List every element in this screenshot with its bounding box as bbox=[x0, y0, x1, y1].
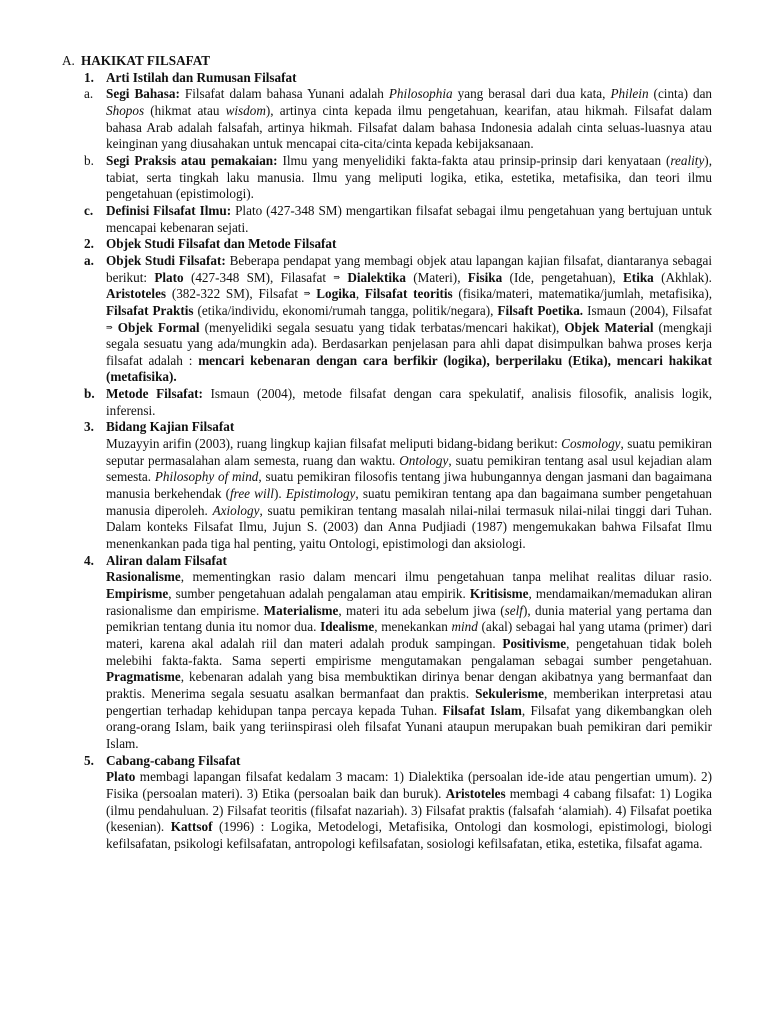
subsection-5-text: Plato membagi lapangan filsafat kedalam 3 macam: 1) Dialektika (persoalan ide-ide atau pengertian umum). 2) Fisika (persoalan materi). 3) Etika (persoalan baik dan buruk). Aristoteles membagi 4 cabang filsafat: 1) Logika (ilmu pendahuluan. 2) Filsafat teoritis (filsafat nazariah). 3) Filsafat praktis (falsafah ‘alamiah). 4) Filsafat poetika (kesenian). Kattsof (1996) : Logika, Metodelogi, Metafisika, Ontologi dan kosmologi, epistimologi, biologi kefilsafatan, psikologi kefilsafatan, antropologi kefilsafatan, sosiologi kefilsafatan, etika, estetika, filsafat agama. bbox=[106, 769, 713, 851]
arrow-symbol: ⇒ bbox=[333, 272, 341, 282]
item-2b-text: Metode Filsafat: Ismaun (2004), metode filsafat dengan cara spekulatif, analisis filosofik, analisis logik, inferensi. bbox=[106, 386, 712, 418]
item-2a bbox=[62, 253, 712, 386]
item-2b bbox=[62, 386, 712, 419]
subsection-4-number: 4. bbox=[84, 552, 94, 568]
item-1c bbox=[62, 203, 712, 236]
item-1a-label: a. bbox=[84, 86, 94, 102]
item-1b-text: Segi Praksis atau pemakaian: Ilmu yang menyelidiki fakta-fakta atau prinsip-prinsip dari kenyataan (reality), tabiat, serta tingkah laku manusia. Ilmu yang meliputi logika, etika, estetika, metafisika, dan teori ilmu pengetahuan (epistimologi). bbox=[106, 152, 712, 202]
subsection-1-number: 1. bbox=[84, 69, 94, 85]
subsection-2-title: Objek Studi Filsafat dan Metode Filsafat bbox=[106, 236, 337, 252]
subsection-3-number: 3. bbox=[84, 419, 94, 435]
section-title: HAKIKAT FILSAFAT bbox=[81, 53, 211, 68]
subsection-3-title: Bidang Kajian Filsafat bbox=[106, 419, 235, 435]
item-1a bbox=[62, 86, 712, 153]
item-2a-label: a. bbox=[84, 252, 94, 268]
item-1c-label: c. bbox=[84, 202, 94, 218]
item-1a-text: Segi Bahasa: Filsafat dalam bahasa Yunani adalah Philosophia yang berasal dari dua kata, Philein (cinta) dan Shopos (hikmat atau wisdom), artinya cinta kepada ilmu pengetahuan, kearifan, atau hikmah. Filsafat dalam bahasa Arab adalah falsafah, artinya hikmah. Filsafat dalam bahasa Indonesia adalah cinta seluas-luasnya atau keinginan yang diusahakan untuk mencapai cita-cita/cinta kepada kebijaksanaan. bbox=[106, 86, 713, 152]
subsection-1-title: Arti Istilah dan Rumusan Filsafat bbox=[106, 69, 297, 85]
item-2a-text: Objek Studi Filsafat: Beberapa pendapat yang membagi objek atau lapangan kajian filsafat, diantaranya sebagai berikut: Plato (427-348 SM), Filasafat ⇒ Dialektika (Materi), Fisika (Ide, pengetahuan), Etika (Akhlak). Aristoteles (382-322 SM), Filsafat ⇒ Logika, Filsafat teoritis (fisika/materi, matematika/jumlah, metafisika), Filsafat Praktis (etika/individu, ekonomi/rumah tangga, politik/negara), Filsaft Poetika. Ismaun (2004), Filsafat ⇒ Objek Formal (menyelidiki segala sesuatu yang tidak terbatas/mencari hakikat), Objek Material (mengkaji segala sesuatu yang ada/mungkin ada). Berdasarkan penjelasan para ahli dapat disimpulkan bahwa proses kerja filsafat adalah : mencari kebenaran dengan cara berfikir (logika), berperilaku (Etika), mencari hakikat (metafisika). bbox=[106, 252, 713, 385]
subsection-1-heading bbox=[62, 70, 712, 87]
item-1b-label: b. bbox=[84, 152, 94, 168]
item-1b bbox=[62, 153, 712, 203]
subsection-4-title: Aliran dalam Filsafat bbox=[106, 552, 227, 568]
item-1c-text: Definisi Filsafat Ilmu: Plato (427-348 SM) mengartikan filsafat sebagai ilmu pengetahuan yang bertujuan untuk mencapai kebenaran sejati. bbox=[106, 202, 712, 235]
subsection-5-title: Cabang-cabang Filsafat bbox=[106, 752, 241, 768]
arrow-symbol: ⇒ bbox=[303, 289, 311, 299]
subsection-2-number: 2. bbox=[84, 236, 94, 252]
subsection-2-heading bbox=[62, 236, 712, 253]
subsection-5-heading bbox=[62, 753, 712, 770]
subsection-3-heading bbox=[62, 419, 712, 436]
subsection-4-text: Rasionalisme, mementingkan rasio dalam mencari ilmu pengetahuan tanpa melihat realitas diluar rasio. Empirisme, sumber pengetahuan adalah pengalaman atau empirik. Kritisisme, mendamaikan/memadukan aliran rasionalisme dan empirisme. Materialisme, materi itu ada sebelum jiwa (self), dunia material yang pertama dan pemikrian tentang dunia itu nomor dua. Idealisme, menekankan mind (akal) sebagai hal yang utama (primer) dari materi, karena akal adalah riil dan materi adalah produk sampingan. Positivisme, pengetahuan tidak boleh melebihi fakta-fakta. Sama seperti empirisme mengutamakan pengalaman sebagai sumber pengetahuan. Pragmatisme, kebenaran adalah yang bisa membuktikan dirinya benar dengan akibatnya yang bermanfaat dan praktis. Menerima segala sesuatu asalkan bermanfaat dan praktis. Sekulerisme, memberikan interpretasi atau pengertian terhadap kehidupan tanpa percaya kepada Tuhan. Filsafat Islam, Filsafat yang dikembangkan oleh orang-orang Islam, baik yang teriinspirasi oleh filsafat Yunani ataupun merupakan buah pemikiran dari pemikir Islam. bbox=[106, 569, 712, 751]
item-2b-label: b. bbox=[84, 386, 95, 402]
arrow-symbol: ⇒ bbox=[106, 322, 113, 332]
section-heading bbox=[62, 53, 712, 70]
subsection-4-heading bbox=[62, 553, 712, 570]
section-letter: A. bbox=[62, 53, 75, 68]
subsection-3-text: Muzayyin arifin (2003), ruang lingkup kajian filsafat meliputi bidang-bidang berikut: Cosmology, suatu pemikiran seputar permasalahan alam semesta, ruang dan waktu. Ontology, suatu pemikiran tentang asal usul kejadian alam semesta. Philosophy of mind, suatu pemikiran filosofis tentang jiwa hubungannya dengan jasmani dan bagaimana manusia berkehendak (free will). Epistimology, suatu pemikiran tentang apa dan bagaimana sumber pengetahuan manusia diperoleh. Axiology, suatu pemikiran tentang masalah nilai-nilai termasuk nilai-nilai tinggi dari Tuhan. Dalam konteks Filsafat Ilmu, Jujun S. (2003) dan Anna Pudjiadi (1987) mengemukakan bahwa Filsafat Ilmu menenkankan pada tiga hal penting, yaitu Ontologi, epistimologi dan aksiologi. bbox=[106, 436, 713, 552]
subsection-5-number: 5. bbox=[84, 752, 94, 768]
